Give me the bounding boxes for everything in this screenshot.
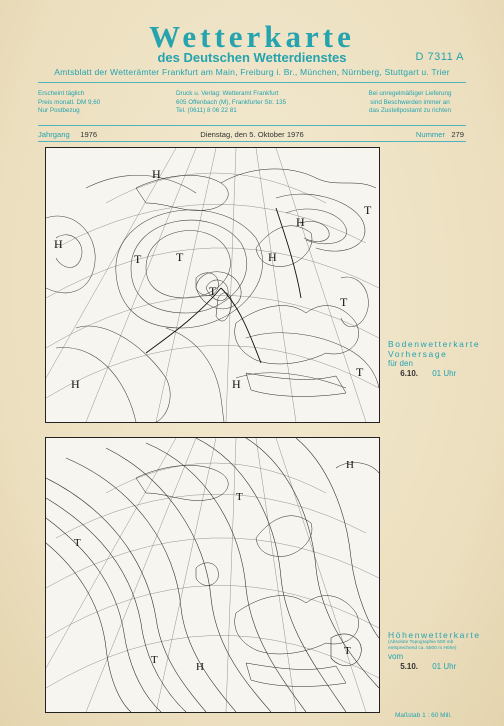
map1-title-line2: Vorhersage bbox=[388, 349, 448, 359]
masthead-subtitle: des Deutschen Wetterdienstes bbox=[157, 50, 347, 65]
info-left-line: Erscheint täglich bbox=[38, 90, 85, 97]
nummer bbox=[416, 130, 464, 139]
header-rule bbox=[38, 82, 466, 83]
info-left bbox=[38, 90, 100, 116]
publication-code: D 7311 A bbox=[415, 51, 464, 63]
map1-time: 01 Uhr bbox=[432, 369, 457, 378]
map2-note-line1: (Absolute Topographie 500 mb bbox=[388, 640, 454, 645]
pressure-center-label: T bbox=[134, 252, 142, 266]
info-left-line: Preis monatl. DM 9,60 bbox=[38, 98, 101, 106]
pressure-center-label: T bbox=[74, 537, 81, 549]
pressure-center-label: T bbox=[356, 365, 364, 379]
pressure-center-label: H bbox=[152, 167, 161, 181]
upper-air-map-svg bbox=[46, 438, 379, 712]
map1-title-line1: Bodenwetterkarte bbox=[388, 339, 481, 349]
map-scale: Maßstab 1 : 60 Mill. bbox=[395, 712, 452, 719]
info-middle-line: Druck u. Verlag: Wetteramt Frankfurt bbox=[176, 90, 279, 97]
masthead-title: Wetterkarte bbox=[149, 19, 355, 54]
pressure-center-label: H bbox=[296, 215, 305, 229]
info-right-line: Bei unregelmäßiger Lieferung bbox=[368, 90, 452, 97]
jahrgang-value: 1976 bbox=[80, 130, 98, 139]
map2-time: 01 Uhr bbox=[432, 662, 457, 671]
info-middle bbox=[176, 90, 286, 116]
info-middle-line: 605 Offenbach (M), Frankfurter Str. 135 bbox=[176, 98, 287, 106]
pressure-center-label: H bbox=[268, 250, 277, 264]
amtsblatt-line: Amtsblatt der Wetterämter Frankfurt am Main, Freiburg i. Br., München, Nürnberg, Stuttgart u. Trier bbox=[54, 67, 450, 77]
pressure-center-label: T bbox=[151, 654, 158, 666]
map2-datetime bbox=[388, 662, 481, 672]
info-right-line: das Zustellpostamt zu richten bbox=[369, 107, 451, 114]
map2-vom: vom bbox=[388, 652, 404, 661]
surface-forecast-map bbox=[45, 147, 380, 423]
map2-graticule bbox=[46, 438, 379, 712]
pressure-center-label: T bbox=[344, 645, 351, 657]
map1-caption bbox=[388, 339, 480, 379]
surface-map-svg bbox=[46, 148, 379, 422]
pressure-center-label: T bbox=[340, 295, 348, 309]
jahrgang-label: Jahrgang bbox=[38, 130, 70, 139]
map2-title: Höhenwetterkarte bbox=[388, 630, 481, 640]
map1-isobars bbox=[46, 175, 379, 422]
map1-coastlines bbox=[136, 169, 376, 396]
map1-datetime bbox=[388, 369, 480, 379]
issue-date: Dienstag, den 5. Oktober 1976 bbox=[200, 130, 304, 139]
map2-contours bbox=[46, 438, 379, 712]
pressure-center-label: H bbox=[232, 377, 241, 391]
pressure-center-label: H bbox=[71, 377, 80, 391]
pressure-center-label: T bbox=[364, 203, 372, 217]
pressure-center-label: T bbox=[176, 250, 184, 264]
pressure-center-label: T bbox=[236, 491, 243, 503]
map2-date: 5.10. bbox=[400, 662, 418, 671]
nummer-value: 279 bbox=[451, 130, 464, 139]
pressure-center-label: H bbox=[346, 459, 354, 471]
info-left-line: Nur Postbezug bbox=[38, 107, 80, 114]
pressure-center-label: H bbox=[54, 237, 63, 251]
nummer-label: Nummer bbox=[415, 130, 445, 139]
issue-rule-bottom bbox=[38, 141, 466, 142]
map2-pressure-centers bbox=[74, 459, 354, 673]
map2-caption bbox=[388, 630, 481, 672]
issue-rule-top bbox=[38, 125, 466, 126]
upper-air-map bbox=[45, 437, 380, 713]
map1-fuer: für den bbox=[388, 359, 413, 368]
pressure-center-label: H bbox=[196, 661, 204, 673]
info-right-line: sind Beschwerden immer an bbox=[370, 98, 450, 106]
info-right bbox=[356, 90, 464, 116]
pressure-center-label: T bbox=[209, 284, 217, 298]
map1-fronts bbox=[146, 208, 301, 363]
info-middle-line: Tel. (0611) 8 06 22 81 bbox=[176, 107, 237, 114]
map1-pressure-centers bbox=[54, 167, 372, 391]
map1-date: 6.10. bbox=[400, 369, 418, 378]
map2-note-line2: entsprechend ca. 5500 m Höhe) bbox=[388, 646, 457, 651]
